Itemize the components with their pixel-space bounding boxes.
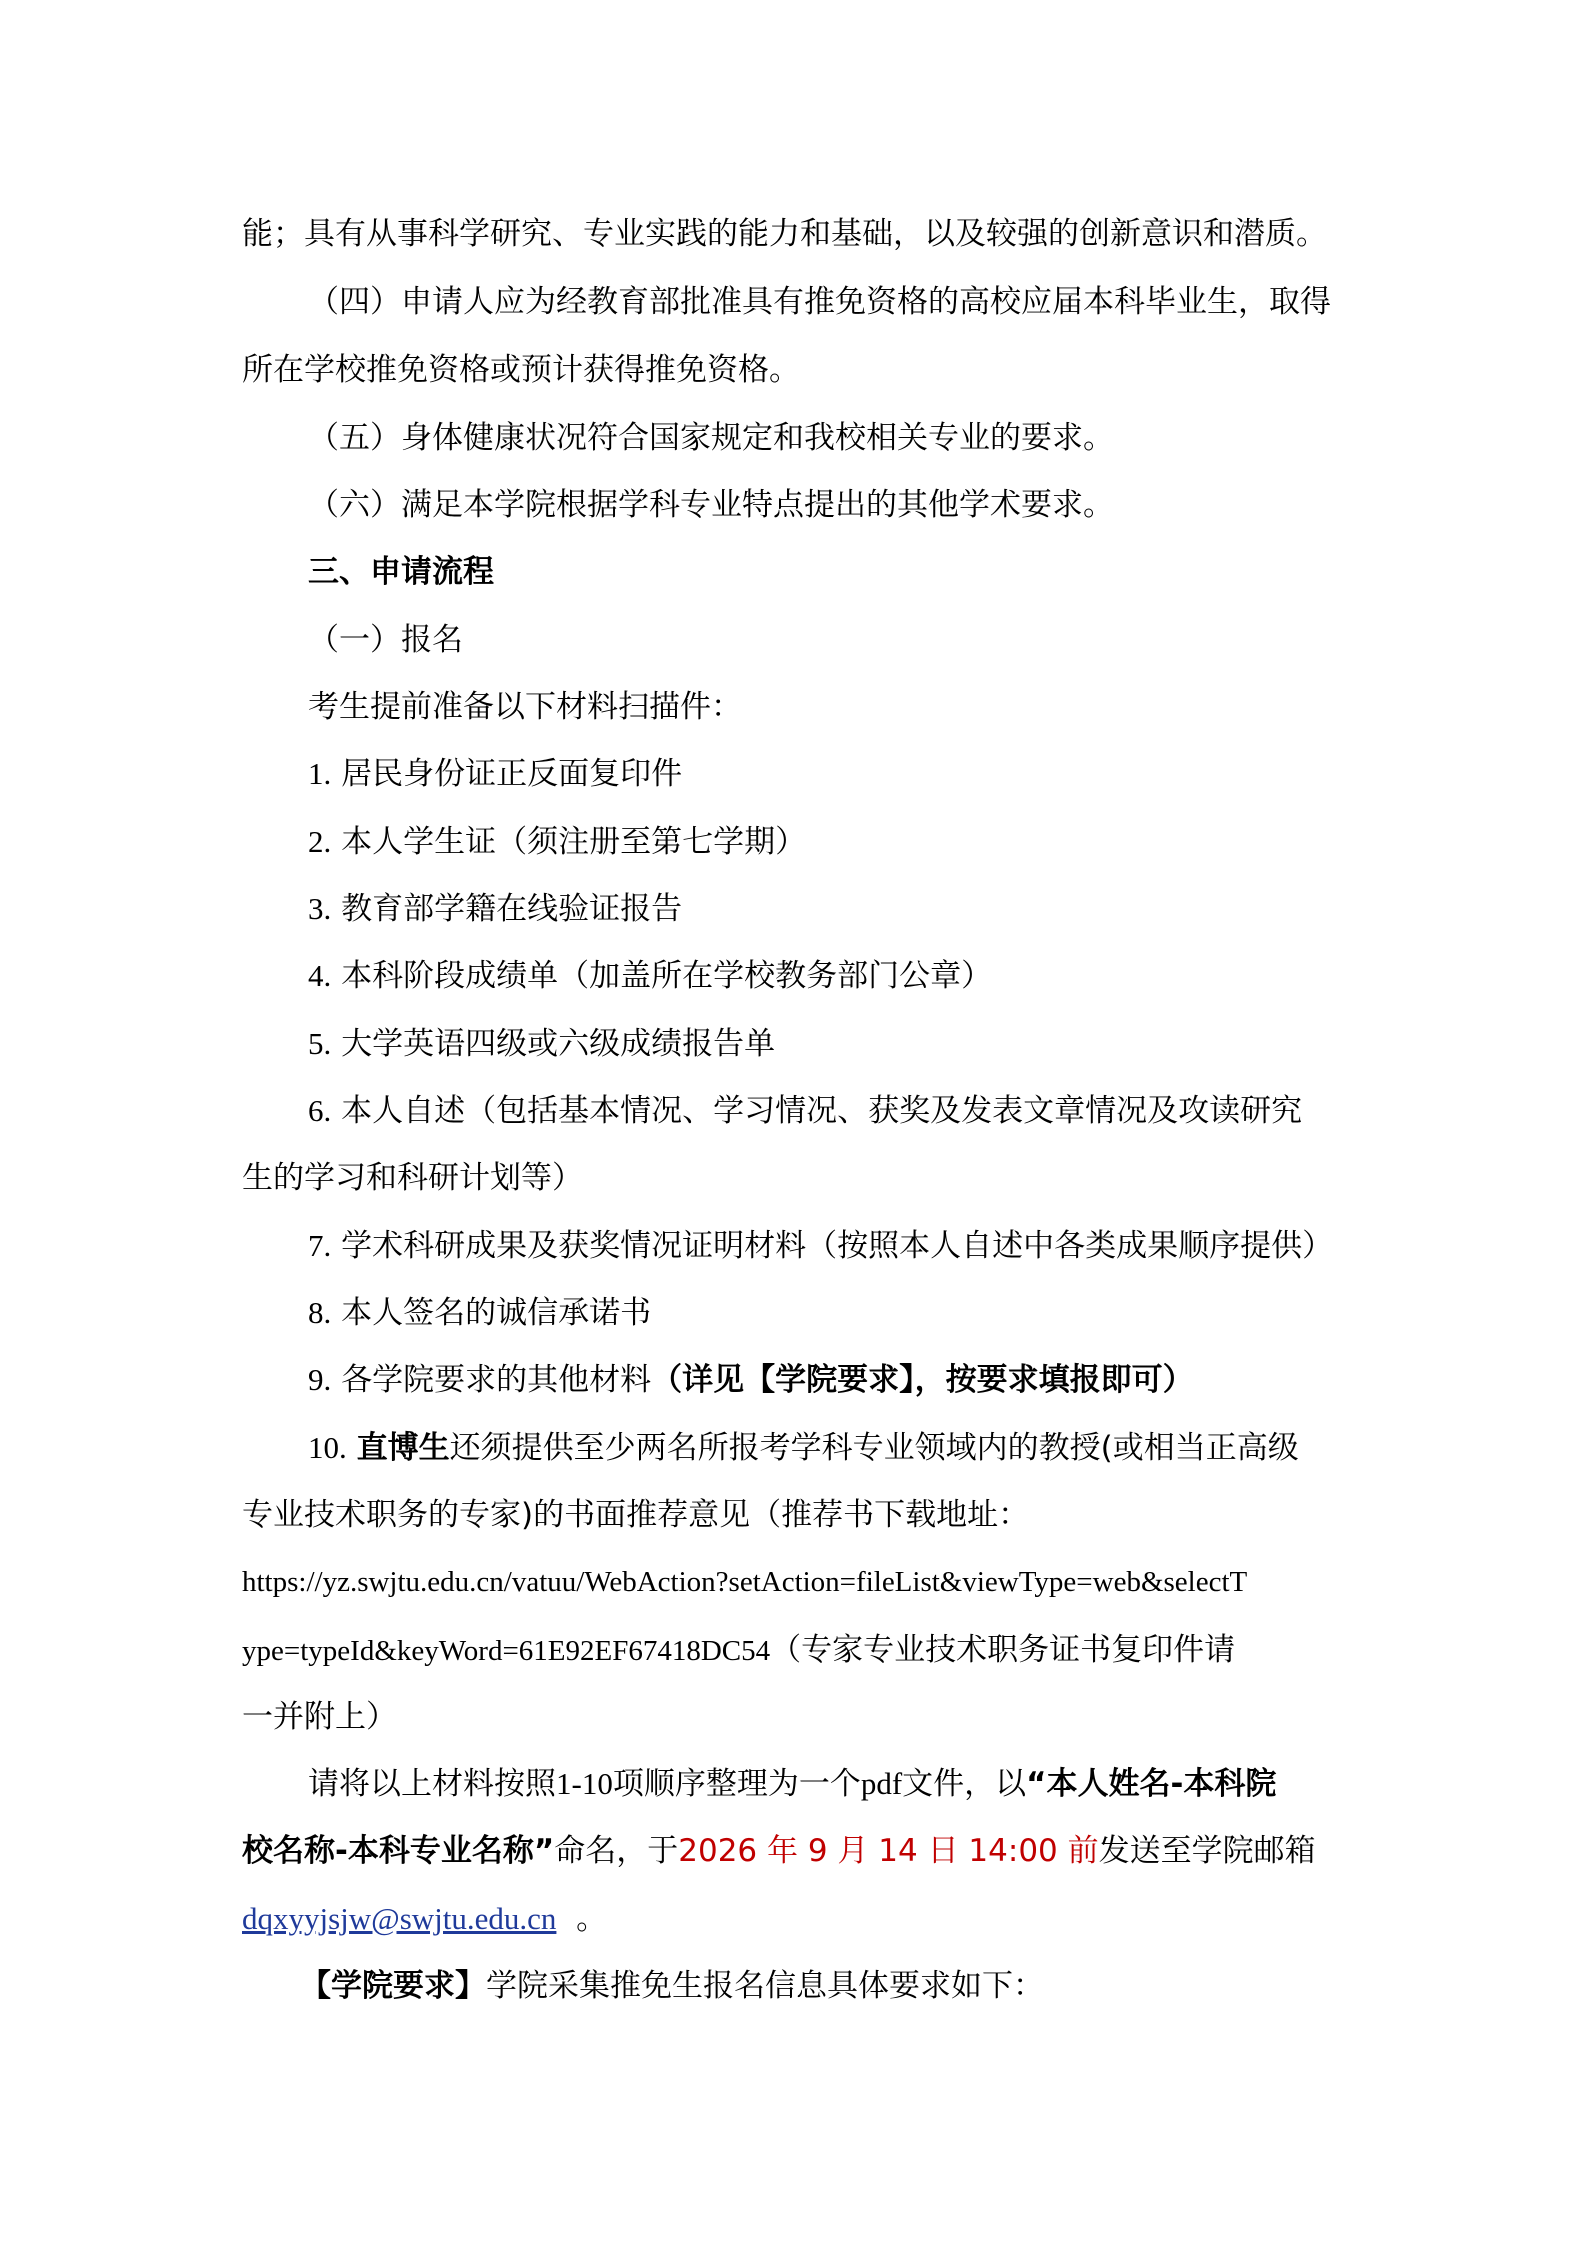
list-text: 本人自述（包括基本情况、学习情况、获奖及发表文章情况及攻读研究 <box>341 1093 1303 1129</box>
list-number: 7. <box>308 1228 332 1263</box>
list-item <box>308 754 682 794</box>
instruction-line <box>308 1764 1276 1804</box>
instruction-text: 命名，于 <box>554 1833 679 1869</box>
list-number: 10. <box>308 1430 347 1465</box>
list-item <box>308 1360 1194 1400</box>
paragraph-line: 能；具有从事科学研究、专业实践的能力和基础，以及较强的创新意识和潜质。 <box>242 216 1327 252</box>
requirement-line <box>300 1966 1044 2006</box>
list-item <box>308 1428 1299 1468</box>
list-number: 4. <box>308 958 332 993</box>
list-item <box>308 889 682 929</box>
list-number: 2. <box>308 824 332 859</box>
list-text: 本人签名的诚信承诺书 <box>341 1295 652 1331</box>
list-number: 5. <box>308 1026 332 1061</box>
list-text: 大学英语四级或六级成绩报告单 <box>341 1026 776 1062</box>
list-emphasis: （详见【学院要求】，按要求填报即可） <box>651 1362 1194 1398</box>
url-line: https://yz.swjtu.edu.cn/vatuu/WebAction?setAction=fileList&viewType=web&selectT <box>242 1566 1248 1598</box>
deadline-text: 2026 年 9 月 14 日 14:00 前 <box>678 1833 1099 1869</box>
list-number: 1. <box>308 756 332 791</box>
instruction-text: 请将以上材料按照 <box>308 1766 556 1802</box>
instruction-range: 1-10 <box>556 1766 613 1801</box>
instruction-line <box>242 1831 1316 1871</box>
subsection-heading: （一）报名 <box>308 622 463 658</box>
instruction-text: 文件，以 <box>902 1766 1027 1802</box>
instruction-text: 项顺序整理为一个 <box>612 1766 861 1802</box>
requirement-label: 【学院要求】 <box>300 1968 486 2004</box>
list-number: 9. <box>308 1362 332 1397</box>
list-item-continuation: 专业技术职务的专家)的书面推荐意见（推荐书下载地址： <box>242 1497 1030 1533</box>
section-heading: 三、申请流程 <box>308 554 494 590</box>
list-item-continuation: 生的学习和科研计划等） <box>242 1160 583 1196</box>
list-item <box>308 1091 1302 1131</box>
paragraph-line: 一并附上） <box>242 1699 397 1735</box>
list-text: 居民身份证正反面复印件 <box>341 756 683 792</box>
paragraph-line: 考生提前准备以下材料扫描件： <box>308 689 742 725</box>
paragraph-line: （五）身体健康状况符合国家规定和我校相关专业的要求。 <box>308 420 1114 456</box>
paragraph-line: （四）申请人应为经教育部批准具有推免资格的高校应届本科毕业生，取得 <box>308 284 1331 320</box>
list-number: 8. <box>308 1295 332 1330</box>
email-link[interactable]: dqxyyjsjw@swjtu.edu.cn <box>242 1901 557 1936</box>
list-item <box>308 956 992 996</box>
list-text: 本科阶段成绩单（加盖所在学校教务部门公章） <box>341 958 993 994</box>
url-tail: （专家专业技术职务证书复印件请 <box>770 1632 1236 1668</box>
list-text: 教育部学籍在线验证报告 <box>341 891 683 927</box>
list-text: 各学院要求的其他材料 <box>341 1362 652 1398</box>
sentence-end: 。 <box>576 1901 608 1937</box>
naming-rule: 校名称-本科专业名称” <box>242 1833 555 1869</box>
paragraph-line: 所在学校推免资格或预计获得推免资格。 <box>242 352 800 388</box>
instruction-format: pdf <box>860 1766 903 1801</box>
list-text: 学术科研成果及获奖情况证明材料（按照本人自述中各类成果顺序提供） <box>341 1228 1334 1264</box>
requirement-text: 学院采集推免生报名信息具体要求如下： <box>486 1968 1044 2004</box>
paragraph-line: （六）满足本学院根据学科专业特点提出的其他学术要求。 <box>308 487 1114 523</box>
list-text: 本人学生证（须注册至第七学期） <box>341 824 807 860</box>
naming-rule: “本人姓名-本科院 <box>1026 1766 1277 1802</box>
list-item <box>308 822 806 862</box>
instruction-line <box>242 1899 607 1939</box>
instruction-text: 发送至学院邮箱 <box>1098 1833 1316 1869</box>
list-item <box>308 1024 775 1064</box>
list-item <box>308 1226 1333 1266</box>
list-number: 6. <box>308 1093 332 1128</box>
list-number: 3. <box>308 891 332 926</box>
list-text: 还须提供至少两名所报考学科专业领域内的教授(或相当正高级 <box>449 1430 1299 1466</box>
url-text: ype=typeId&keyWord=61E92EF67418DC54 <box>242 1635 771 1667</box>
list-item <box>308 1293 651 1333</box>
list-emphasis: 直博生 <box>356 1430 450 1466</box>
url-line <box>242 1630 1235 1671</box>
